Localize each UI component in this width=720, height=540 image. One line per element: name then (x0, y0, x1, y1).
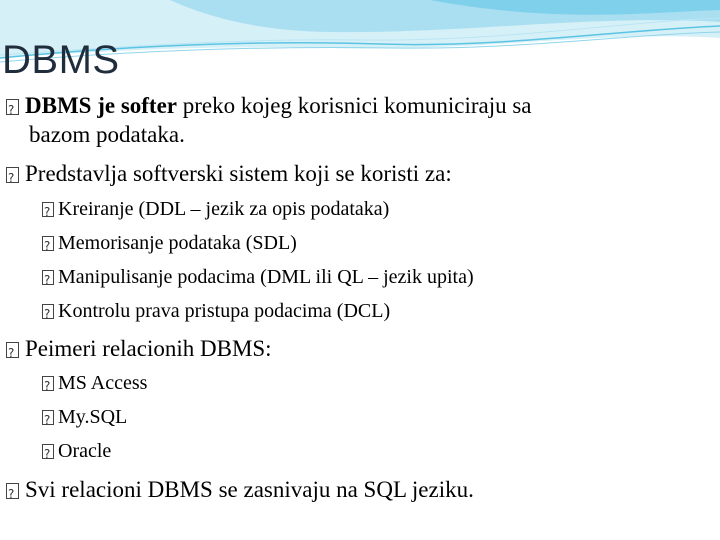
missing-glyph-bullet-icon (6, 99, 19, 115)
missing-glyph-bullet-icon (42, 202, 54, 217)
bullet-text: Svi relacioni DBMS se zasnivaju na SQL jeziku. (25, 477, 474, 502)
sub-bullet-ms-access (42, 370, 662, 396)
bullet-text: Kontrolu prava pristupa podacima (DCL) (58, 300, 391, 322)
sub-bullet-manipulisanje (42, 264, 662, 290)
bullet-text: MS Access (58, 372, 148, 394)
sub-bullet-kontrolu (42, 298, 662, 324)
missing-glyph-bullet-icon (42, 410, 54, 425)
missing-glyph-bullet-icon (42, 304, 54, 319)
bullet-bold-text: DBMS je softer (25, 93, 178, 118)
bullet-dbms-definition (6, 91, 656, 149)
bullet-text: Kreiranje (DDL – jezik za opis podataka) (58, 198, 390, 220)
bullet-text: Manipulisanje podacima (DML ili QL – jezik upita) (58, 266, 474, 288)
bullet-text: Peimeri relacionih DBMS: (25, 336, 272, 361)
bullet-text: Oracle (58, 440, 112, 462)
missing-glyph-bullet-icon (42, 444, 54, 459)
sub-bullet-memorisanje (42, 230, 662, 256)
missing-glyph-bullet-icon (42, 376, 54, 391)
missing-glyph-bullet-icon (6, 483, 19, 499)
bullet-text: Memorisanje podataka (SDL) (58, 232, 297, 254)
bullet-continuation: bazom podataka. (29, 122, 185, 147)
bullet-text: My.SQL (58, 406, 128, 428)
missing-glyph-bullet-icon (6, 167, 19, 183)
missing-glyph-bullet-icon (6, 342, 19, 358)
sub-bullet-kreiranje (42, 196, 662, 222)
missing-glyph-bullet-icon (42, 270, 54, 285)
bullet-predstavlja (6, 159, 656, 188)
bullet-primeri (6, 334, 656, 363)
missing-glyph-bullet-icon (42, 236, 54, 251)
bullet-svi-relacioni (6, 475, 656, 504)
sub-bullet-mysql (42, 404, 662, 430)
slide-title: DBMS (2, 38, 120, 82)
bullet-text: Predstavlja softverski sistem koji se koristi za: (25, 161, 452, 186)
sub-bullet-oracle (42, 438, 662, 464)
bullet-text: preko kojeg korisnici komuniciraju sa (177, 93, 532, 118)
